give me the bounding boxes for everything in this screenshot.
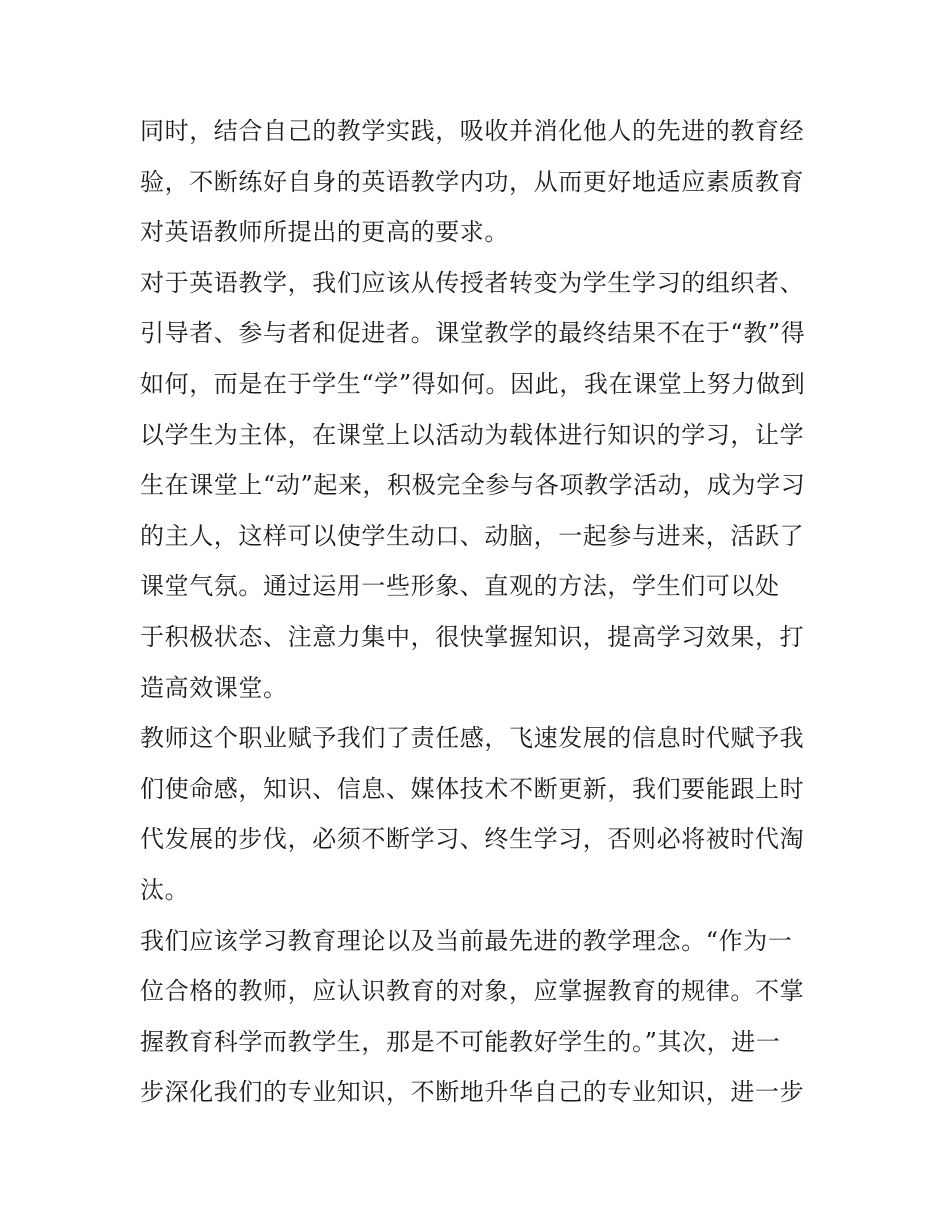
text-line: 对英语教师所提出的更高的要求。 [140,218,509,247]
text-line: 于积极状态、注意力集中，很快掌握知识，提高学习效果，打 [140,622,805,651]
text-line: 以学生为主体，在课堂上以活动为载体进行知识的学习，让学 [140,420,805,449]
text-line: 同时，结合自己的教学实践，吸收并消化他人的先进的教育经 [140,117,805,145]
text-line: 握教育科学而教学生，那是不可能教好学生的。”其次，进一 [140,1027,781,1056]
text-line: 代发展的步伐，必须不断学习、终生学习，否则必将被时代淘 [140,825,805,854]
text-line: 位合格的教师，应认识教育的对象，应掌握教育的规律。不掌 [140,977,805,1006]
text-line: 步深化我们的专业知识，不断地升华自己的专业知识，进一步 [140,1078,805,1107]
text-line: 生在课堂上“动”起来，积极完全参与各项教学活动，成为学习 [140,471,806,500]
text-line: 如何，而是在于学生“学”得如何。因此，我在课堂上努力做到 [140,369,806,398]
body-text [140,106,820,1118]
text-line: 引导者、参与者和促进者。课堂教学的最终结果不在于“教”得 [140,319,806,348]
text-line: 汰。 [140,875,190,904]
text-line: 验，不断练好自身的英语教学内功，从而更好地适应素质教育 [140,167,805,196]
text-line: 教师这个职业赋予我们了责任感，飞速发展的信息时代赋予我 [140,724,805,753]
text-line: 课堂气氛。通过运用一些形象、直观的方法，学生们可以处 [140,572,780,601]
text-line: 的主人，这样可以使学生动口、动脑，一起参与进来，活跃了 [140,521,805,550]
text-line: 们使命感，知识、信息、媒体技术不断更新，我们要能跟上时 [140,774,805,803]
text-line: 对于英语教学，我们应该从传授者转变为学生学习的组织者、 [140,268,805,297]
text-line: 我们应该学习教育理论以及当前最先进的教学理念。“作为一 [140,926,793,955]
text-line: 造高效课堂。 [140,673,288,702]
